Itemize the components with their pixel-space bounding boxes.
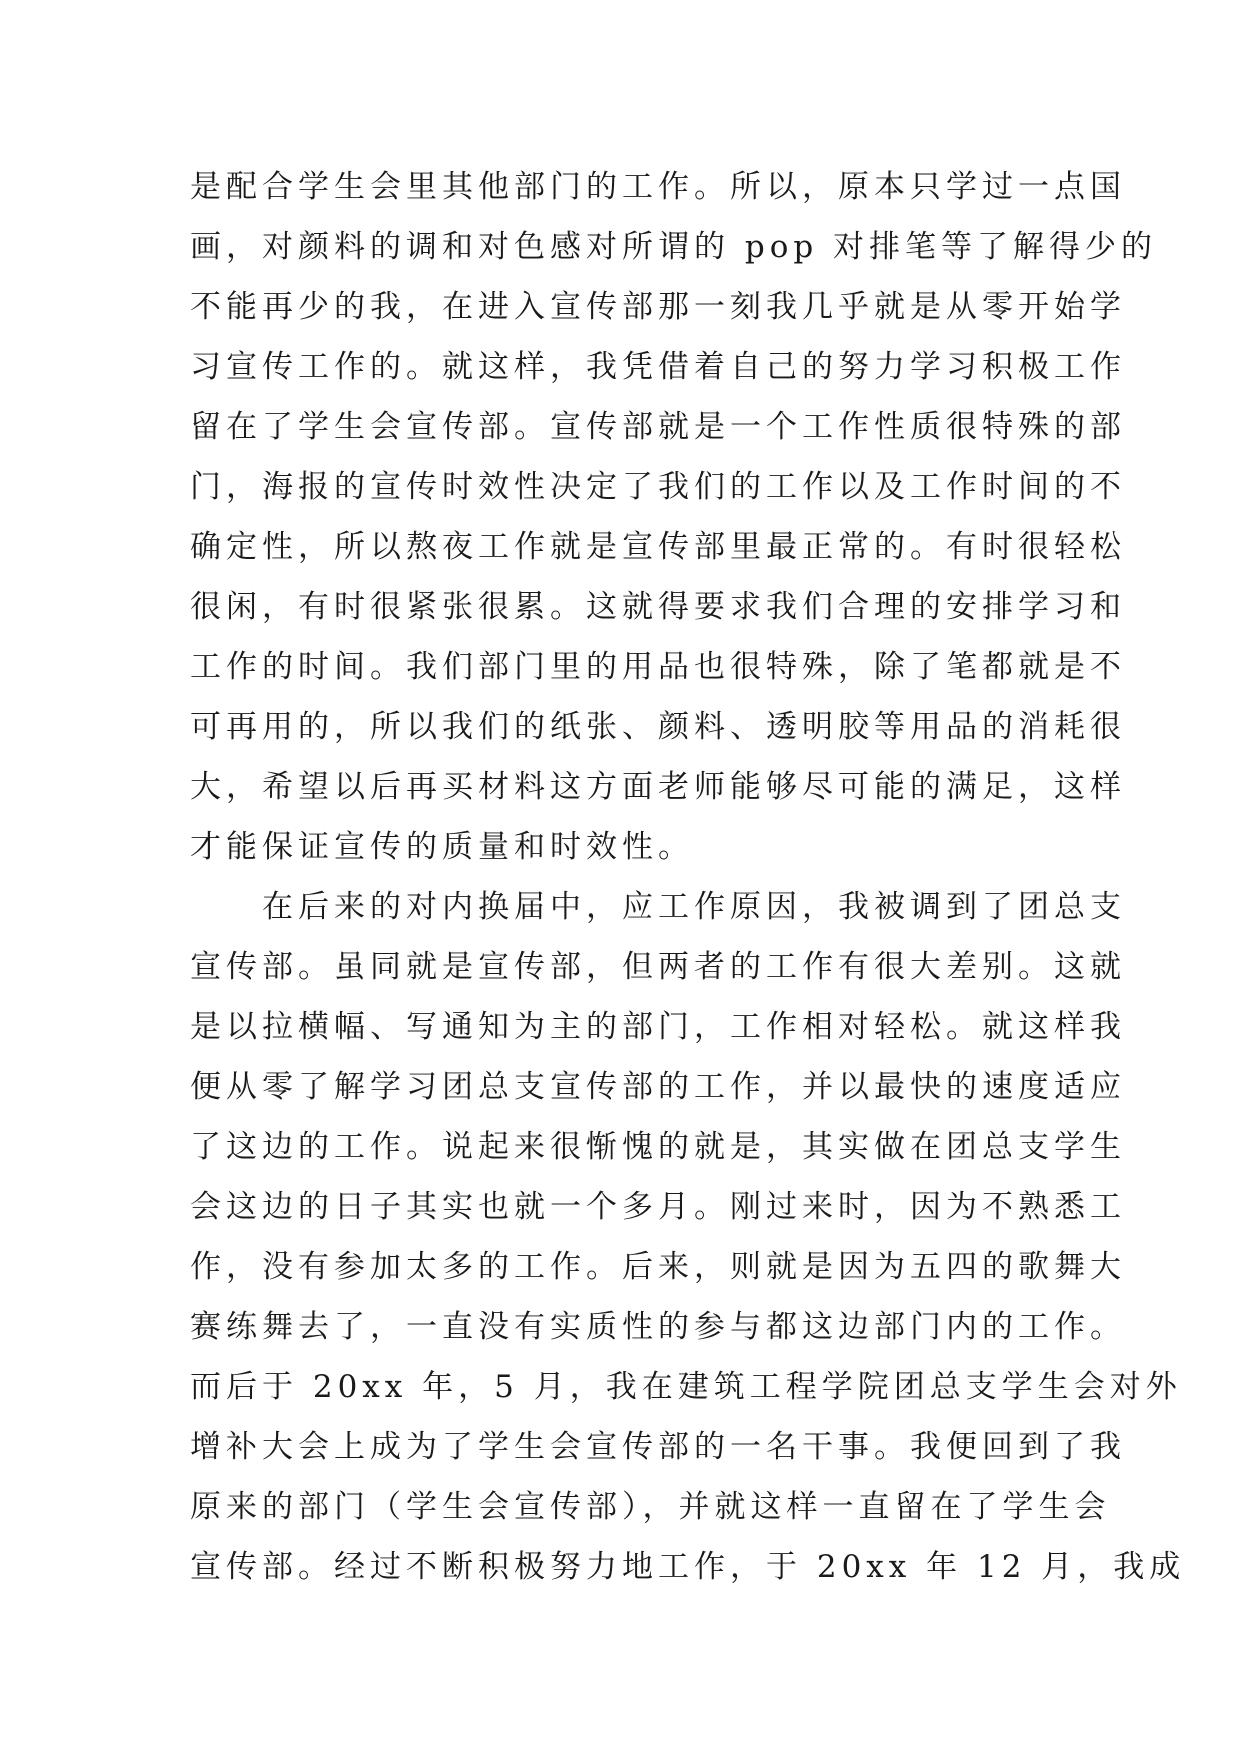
paragraph-start-line: 在后来的对内换届中，应工作原因，我被调到了团总支 [190,889,1126,925]
body-text [190,157,1186,1597]
text-line: 工作的时间。我们部门里的用品也很特殊，除了笔都就是不 [190,649,1126,685]
text-line: 了这边的工作。说起来很惭愧的就是，其实做在团总支学生 [190,1129,1126,1165]
text-line: 增补大会上成为了学生会宣传部的一名干事。我便回到了我 [190,1429,1126,1465]
text-line: 画，对颜料的调和对色感对所谓的 pop 对排笔等了解得少的 [190,229,1158,265]
text-line: 不能再少的我，在进入宣传部那一刻我几乎就是从零开始学 [190,289,1126,325]
text-line: 宣传部。经过不断积极努力地工作，于 20xx 年 12 月，我成 [190,1549,1186,1585]
text-line: 而后于 20xx 年，5 月，我在建筑工程学院团总支学生会对外 [190,1369,1182,1405]
text-line: 很闲，有时很紧张很累。这就得要求我们合理的安排学习和 [190,589,1126,625]
text-line: 宣传部。虽同就是宣传部，但两者的工作有很大差别。这就 [190,949,1126,985]
text-line: 原来的部门（学生会宣传部），并就这样一直留在了学生会 [190,1489,1111,1525]
text-line: 作，没有参加太多的工作。后来，则就是因为五四的歌舞大 [190,1249,1126,1285]
text-line: 确定性，所以熬夜工作就是宣传部里最正常的。有时很轻松 [190,529,1126,565]
text-line: 可再用的，所以我们的纸张、颜料、透明胶等用品的消耗很 [190,709,1126,745]
text-line: 门，海报的宣传时效性决定了我们的工作以及工作时间的不 [190,469,1126,505]
text-line: 会这边的日子其实也就一个多月。刚过来时，因为不熟悉工 [190,1189,1126,1225]
text-line: 大，希望以后再买材料这方面老师能够尽可能的满足，这样 [190,769,1126,805]
text-line: 是配合学生会里其他部门的工作。所以，原本只学过一点国 [190,169,1126,205]
text-line: 便从零了解学习团总支宣传部的工作，并以最快的速度适应 [190,1069,1126,1105]
text-line: 赛练舞去了，一直没有实质性的参与都这边部门内的工作。 [190,1309,1126,1345]
text-line: 才能保证宣传的质量和时效性。 [190,829,694,865]
text-line: 习宣传工作的。就这样，我凭借着自己的努力学习积极工作 [190,349,1126,385]
text-line: 是以拉横幅、写通知为主的部门，工作相对轻松。就这样我 [190,1009,1126,1045]
text-line: 留在了学生会宣传部。宣传部就是一个工作性质很特殊的部 [190,409,1126,445]
